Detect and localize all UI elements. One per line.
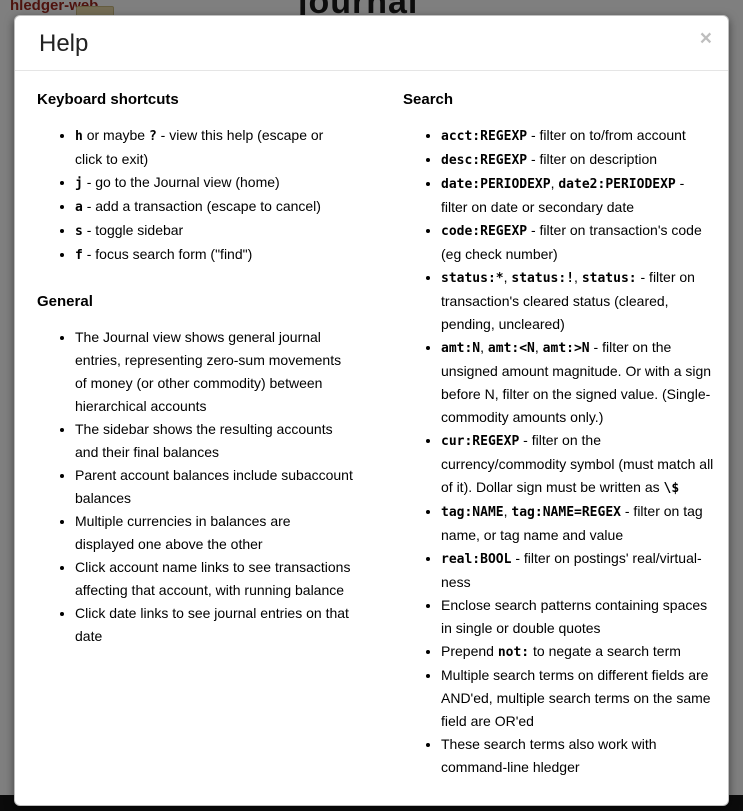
code-term: code:REGEXP (441, 224, 528, 239)
list-item: • code:REGEXP - filter on transaction's code (eg check number) (441, 219, 714, 266)
list-item: • Enclose search patterns containing spaces in single or double quotes (441, 594, 714, 640)
code-term: tag:NAME=REGEX (511, 505, 621, 520)
list-item: • acct:REGEXP - filter on to/from account (441, 124, 714, 148)
list-item: • a - add a transaction (escape to cancel) (75, 195, 353, 219)
code-term: cur:REGEXP (441, 434, 520, 449)
list-item: • desc:REGEXP - filter on description (441, 148, 714, 172)
list-item: • These search terms also work with command-line hledger (441, 733, 714, 779)
help-modal (14, 15, 729, 806)
list-item: • real:BOOL - filter on postings' real/virtual-ness (441, 547, 714, 594)
list-item: • The sidebar shows the resulting accounts and their final balances (75, 418, 353, 464)
code-term: desc:REGEXP (441, 153, 528, 168)
code-term: tag:NAME (441, 505, 504, 520)
close-icon[interactable]: × (699, 27, 712, 50)
code-term: f (75, 248, 83, 263)
list-item: • j - go to the Journal view (home) (75, 171, 353, 195)
code-term: status:* (441, 271, 504, 286)
code-term: amt:N (441, 341, 481, 356)
list-item: • amt:N, amt:<N, amt:>N - filter on the unsigned amount magnitude. Or with a sign before N, filter on the signed value. (Single-commodity amounts only.) (441, 336, 714, 429)
code-term: status:! (511, 271, 575, 286)
section-heading: General (37, 293, 93, 310)
help-list (37, 326, 353, 648)
list-item: • Parent account balances include subaccount balances (75, 464, 353, 510)
help-section (37, 293, 353, 648)
list-item: • The Journal view shows general journal entries, representing zero-sum movements of money (or other commodity) between hierarchical accounts (75, 326, 353, 418)
list-item: • Prepend not: to negate a search term (441, 640, 714, 664)
section-heading: Keyboard shortcuts (37, 91, 179, 108)
code-term: acct:REGEXP (441, 129, 528, 144)
code-term: \$ (663, 481, 680, 496)
list-item: • s - toggle sidebar (75, 219, 353, 243)
code-term: s (75, 224, 83, 239)
code-term: real:BOOL (441, 552, 512, 567)
code-term: date:PERIODEXP (441, 177, 551, 192)
code-term: j (75, 176, 83, 191)
modal-header (15, 16, 728, 71)
code-term: not: (497, 645, 530, 660)
list-item: • status:*, status:!, status: - filter on transaction's cleared status (cleared, pending, uncleared) (441, 266, 714, 336)
column-left (37, 91, 377, 779)
list-item: • Multiple currencies in balances are displayed one above the other (75, 510, 353, 556)
list-item: • h or maybe ? - view this help (escape or click to exit) (75, 124, 353, 171)
modal-title: Help (39, 30, 89, 57)
list-item: • Click account name links to see transactions affecting that account, with running balance (75, 556, 353, 602)
list-item: • Click date links to see journal entries on that date (75, 602, 353, 648)
help-section (403, 91, 714, 779)
list-item: • cur:REGEXP - filter on the currency/commodity symbol (must match all of it). Dollar sign must be written as \$ (441, 429, 714, 500)
modal-body (15, 71, 728, 805)
help-section (37, 91, 353, 267)
list-item: • date:PERIODEXP, date2:PERIODEXP - filter on date or secondary date (441, 172, 714, 219)
column-right (377, 91, 714, 779)
code-term: date2:PERIODEXP (558, 177, 676, 192)
code-term: h (75, 129, 83, 144)
code-term: ? (148, 129, 157, 144)
help-list (37, 124, 353, 267)
section-heading: Search (403, 91, 454, 108)
list-item: • tag:NAME, tag:NAME=REGEX - filter on tag name, or tag name and value (441, 500, 714, 547)
code-term: amt:>N (542, 341, 590, 356)
list-item: • f - focus search form ("find") (75, 243, 353, 267)
list-item: • Multiple search terms on different fields are AND'ed, multiple search terms on the same field are OR'ed (441, 664, 714, 733)
code-term: amt:<N (487, 341, 535, 356)
code-term: status: (581, 271, 637, 286)
code-term: a (75, 200, 83, 215)
help-list (403, 124, 714, 779)
